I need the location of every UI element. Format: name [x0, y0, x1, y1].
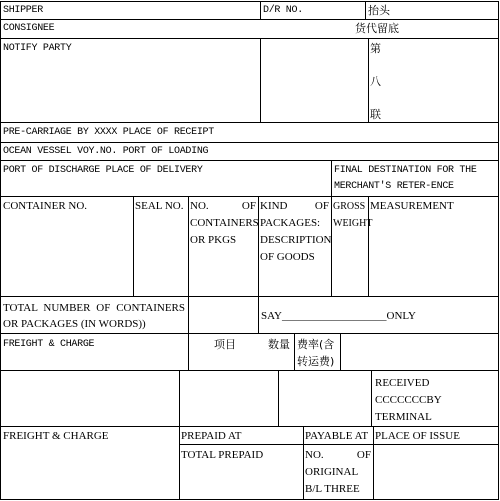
rule [0, 1, 499, 2]
rule [0, 160, 499, 161]
final-destination-label: MERCHANT'S RETER-ENCE [334, 181, 454, 192]
no-containers-label: NO. OF [190, 200, 256, 212]
freight-charge-label: FREIGHT & CHARGE [3, 339, 95, 350]
footer-freight-charge-label: FREIGHT & CHARGE [3, 430, 109, 442]
rule [0, 122, 499, 123]
rule [260, 1, 261, 19]
rule [368, 196, 369, 296]
received-label: RECEIVED [375, 377, 430, 389]
notify-party-label: NOTIFY PARTY [3, 43, 72, 54]
pre-carriage-label: PRE-CARRIAGE BY XXXX PLACE OF RECEIPT [3, 127, 214, 138]
rule [0, 499, 499, 500]
no-original-label: NO. OF [305, 449, 371, 461]
prepaid-at-label: PREPAID AT [181, 430, 242, 442]
rule [368, 38, 369, 122]
kind-packages-label: KIND OF [260, 200, 329, 212]
rule [0, 296, 499, 297]
rule [179, 370, 180, 426]
container-no-label: CONTAINER NO. [3, 200, 88, 212]
kind-packages-label: PACKAGES: [260, 217, 321, 229]
rule [0, 333, 499, 334]
rule [0, 370, 499, 371]
place-of-issue-label: PLACE OF ISSUE [375, 430, 460, 442]
copy-number-char: 第 [370, 42, 381, 55]
rule [0, 19, 499, 20]
rule [294, 333, 295, 370]
seal-no-label: SEAL NO. [135, 200, 184, 212]
qty-cn-label: 数量 [268, 338, 290, 351]
say-only-field: SAY___________________ONLY [261, 310, 416, 322]
rule [331, 160, 332, 196]
received-label: TERMINAL [375, 411, 432, 423]
item-cn-label: 项目 [214, 338, 236, 351]
rule [365, 1, 366, 19]
payable-at-label: PAYABLE AT [305, 430, 369, 442]
no-containers-label: CONTAINERS [190, 217, 259, 229]
rate-cn-label: 费率(含 [297, 338, 335, 351]
rate-cn-label: 转运费) [297, 355, 335, 368]
final-destination-label: FINAL DESTINATION FOR THE [334, 165, 477, 176]
copy-number-char: 八 [370, 75, 381, 88]
total-number-label: TOTAL NUMBER OF CONTAINERS [3, 302, 185, 314]
rule [0, 38, 499, 39]
rule [371, 370, 372, 426]
kind-packages-label: DESCRIPTION [260, 234, 332, 246]
rule [0, 426, 499, 427]
rule [373, 426, 374, 499]
rule [260, 38, 261, 122]
no-original-label: B/L THREE [305, 483, 360, 495]
gross-weight-label: WEIGHT [333, 218, 373, 229]
port-discharge-label: PORT OF DISCHARGE PLACE OF DELIVERY [3, 165, 203, 176]
rule [0, 196, 499, 197]
rule [188, 333, 189, 370]
cargo-agent-copy-label: 货代留底 [355, 22, 399, 35]
total-number-label: OR PACKAGES (IN WORDS)) [3, 318, 146, 330]
title-cn-label: 抬头 [368, 4, 390, 17]
no-containers-label: OR PKGS [190, 234, 237, 246]
measurement-label: MEASUREMENT [370, 200, 454, 212]
kind-packages-label: OF GOODS [260, 251, 315, 263]
rule [303, 426, 304, 499]
copy-number-char: 联 [370, 108, 381, 121]
rule [188, 196, 189, 333]
total-prepaid-label: TOTAL PREPAID [181, 449, 264, 461]
rule [179, 426, 180, 499]
rule [133, 196, 134, 296]
no-original-label: ORIGINAL [305, 466, 359, 478]
rule [278, 370, 279, 426]
gross-weight-label: GROSS [333, 201, 366, 212]
dr-no-label: D/R NO. [263, 5, 303, 16]
shipper-label: SHIPPER [3, 5, 43, 16]
rule [0, 1, 1, 500]
rule [340, 333, 341, 370]
consignee-label: CONSIGNEE [3, 23, 55, 34]
received-label: CCCCCCCBY [375, 394, 442, 406]
rule [498, 1, 499, 500]
ocean-vessel-label: OCEAN VESSEL VOY.NO. PORT OF LOADING [3, 146, 209, 157]
